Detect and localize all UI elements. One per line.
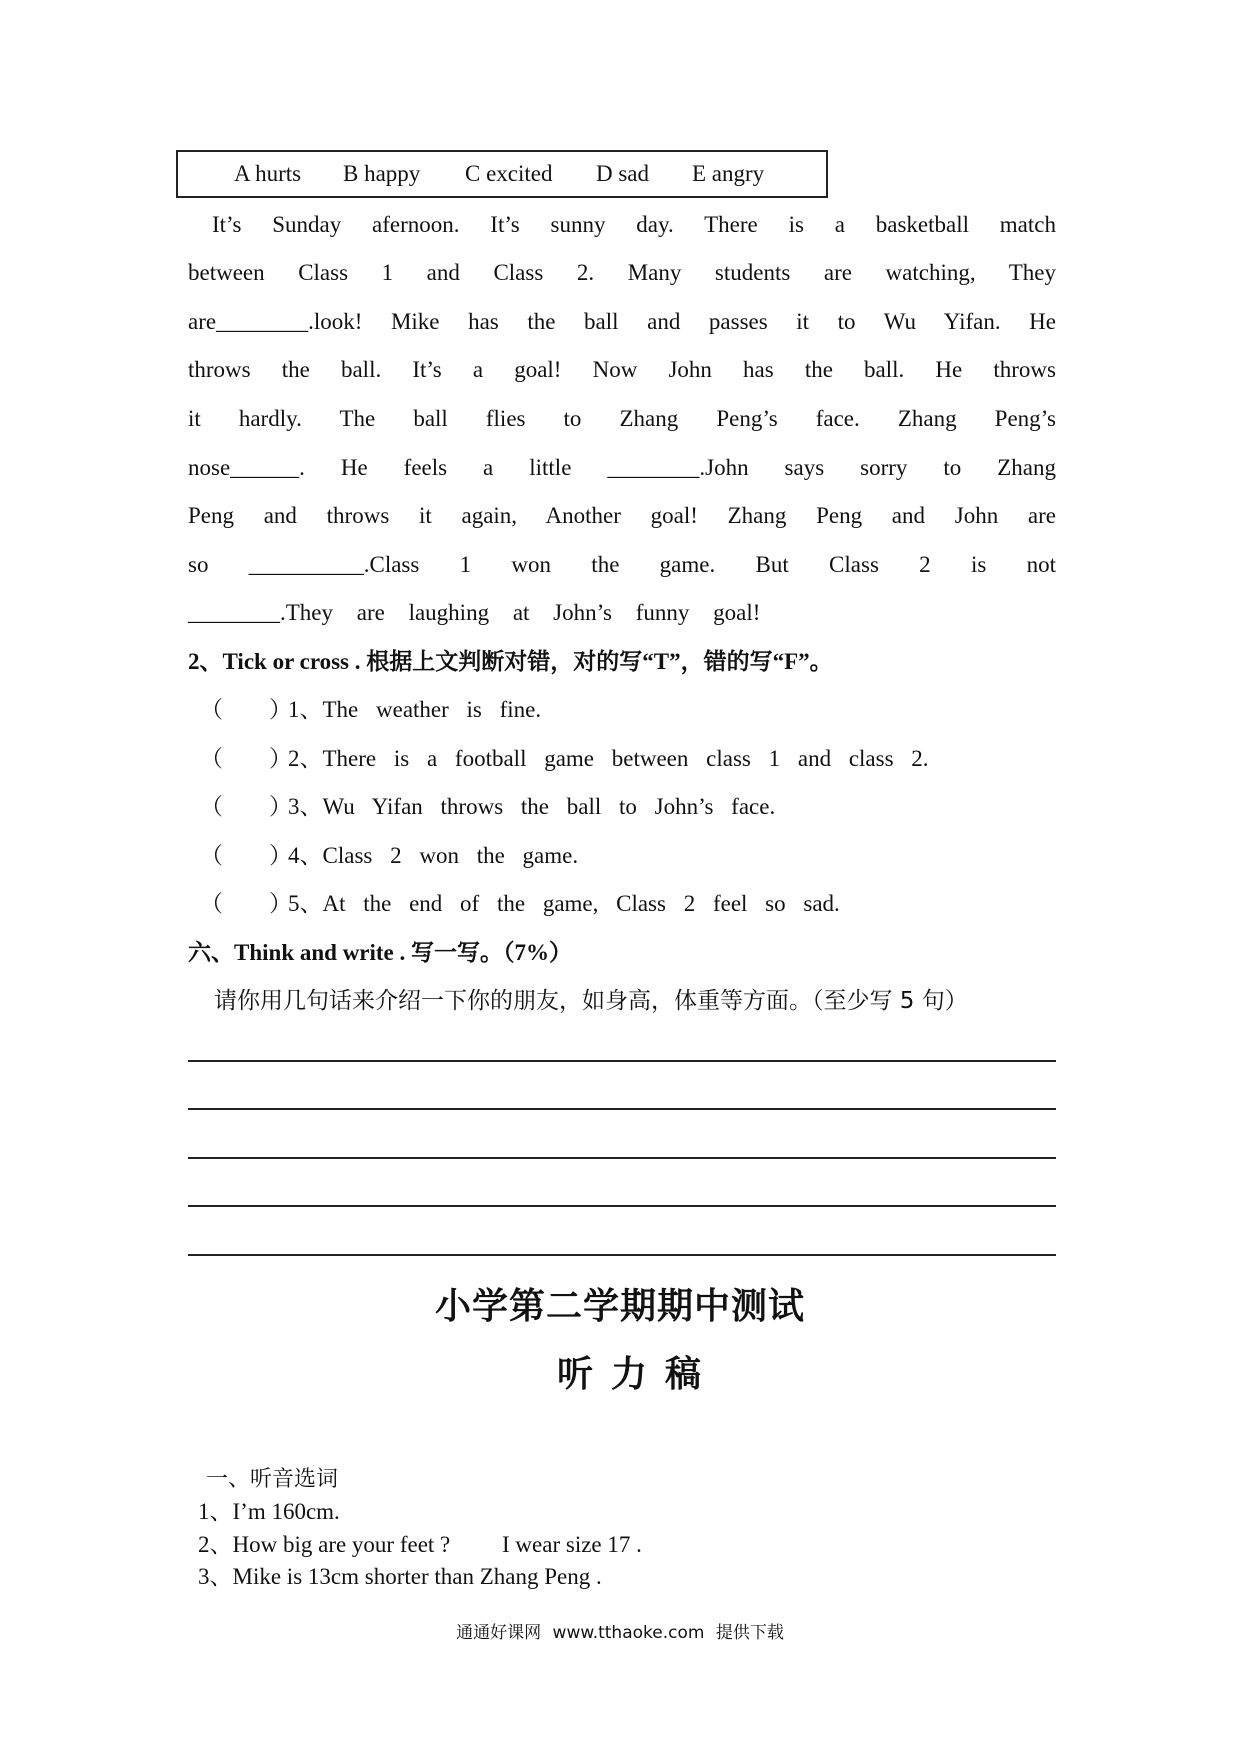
page-footer: 通通好课网 www.tthaoke.com 提供下载 — [456, 1623, 784, 1643]
listening-section-heading: 一、听音选词 — [206, 1467, 339, 1492]
passage-line: so __________.Class 1 won the game. But Class 2 is not — [188, 552, 1056, 577]
answer-blank: （ ） — [200, 891, 292, 916]
writing-line — [188, 1205, 1056, 1207]
answer-blank: （ ） — [200, 794, 292, 819]
word-option: D sad — [596, 161, 650, 186]
tf-question — [200, 841, 578, 871]
listening-item: 2、How big are your feet ? I wear size 17 . — [198, 1532, 642, 1557]
word-option: A hurts — [234, 161, 302, 186]
answer-blank: （ ） — [200, 697, 292, 722]
word-option: E angry — [692, 161, 765, 186]
listening-item: 1、I’m 160cm. — [198, 1499, 340, 1524]
word-option: C excited — [465, 161, 553, 186]
tf-question — [200, 889, 840, 919]
word-bank-box — [176, 150, 828, 198]
passage-line: between Class 1 and Class 2. Many students are watching, They — [188, 260, 1056, 285]
passage-line: throws the ball. It’s a goal! Now John has the ball. He throws — [188, 357, 1056, 382]
tf-question-text: 5、At the end of the game, Class 2 feel so sad. — [288, 891, 840, 916]
tf-question — [200, 695, 541, 725]
tf-question-text: 4、Class 2 won the game. — [288, 843, 579, 868]
listening-item: 3、Mike is 13cm shorter than Zhang Peng . — [198, 1564, 602, 1589]
writing-line — [188, 1108, 1056, 1110]
tf-question-text: 3、Wu Yifan throws the ball to John’s face. — [288, 794, 776, 819]
section-6-heading: 六、Think and write . 写一写。（7%） — [188, 940, 573, 965]
writing-line — [188, 1157, 1056, 1159]
listening-script-title: 小学第二学期期中测试 — [434, 1286, 805, 1327]
passage-line: nose______. He feels a little ________.John says sorry to Zhang — [188, 455, 1056, 480]
writing-line — [188, 1254, 1056, 1256]
tf-question-text: 1、The weather is fine. — [288, 697, 542, 722]
passage-line: Peng and throws it again, Another goal! Zhang Peng and John are — [188, 503, 1056, 528]
tf-question — [200, 744, 929, 774]
passage-line: are________.look! Mike has the ball and passes it to Wu Yifan. He — [188, 309, 1056, 334]
answer-blank: （ ） — [200, 746, 292, 771]
section-6-instruction: 请你用几句话来介绍一下你的朋友，如身高，体重等方面。（至少写 5 句） — [214, 988, 968, 1014]
passage-line: It’s Sunday afernoon. It’s sunny day. There is a basketball match — [212, 212, 1056, 237]
answer-blank: （ ） — [200, 843, 292, 868]
passage-line: ________.They are laughing at John’s funny goal! — [188, 600, 761, 625]
tf-question — [200, 792, 775, 822]
section-2-heading: 2、Tick or cross . 根据上文判断对错，对的写“T”，错的写“F”。 — [188, 649, 833, 674]
listening-script-subtitle: 听力稿 — [556, 1354, 719, 1395]
word-option: B happy — [343, 161, 421, 186]
tf-question-text: 2、There is a football game between class 1 and class 2. — [288, 746, 929, 771]
writing-line — [188, 1060, 1056, 1062]
passage-line: it hardly. The ball flies to Zhang Peng’s face. Zhang Peng’s — [188, 406, 1056, 431]
